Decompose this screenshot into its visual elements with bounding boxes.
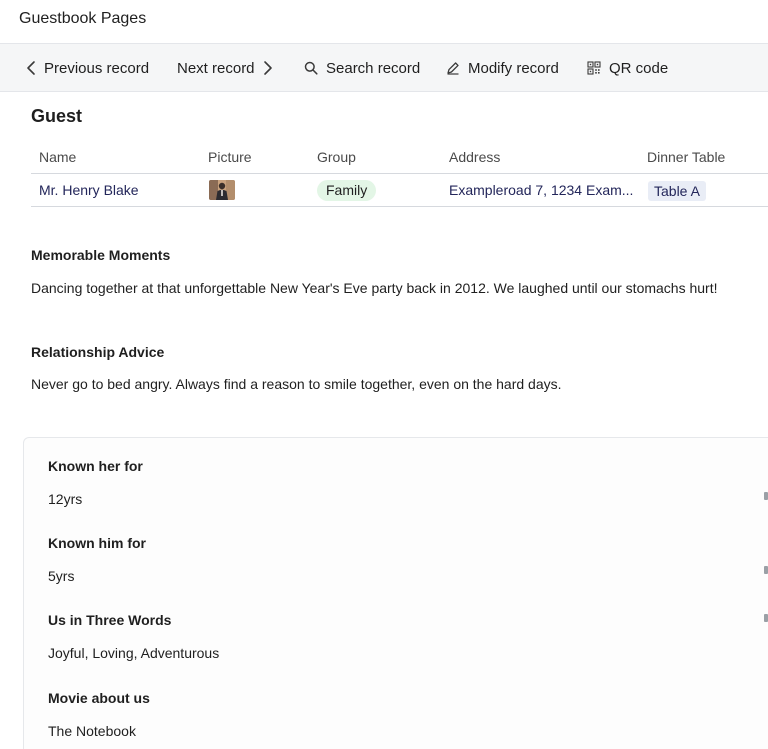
app-title: Guestbook Pages [19, 10, 147, 27]
dinner-table-badge[interactable]: Table A [648, 181, 706, 201]
toolbar [0, 43, 768, 92]
three-words-label: Us in Three Words [48, 612, 172, 628]
qr-code-icon [587, 61, 601, 75]
column-header-group: Group [317, 149, 356, 165]
relationship-advice-value: Never go to bed angry. Always find a reason to smile together, even on the hard days. [31, 376, 562, 392]
chevron-right-icon [263, 60, 273, 76]
chevron-left-icon [26, 60, 36, 76]
search-icon [304, 61, 318, 75]
modify-record-button[interactable] [446, 58, 559, 78]
qr-code-button[interactable] [587, 58, 668, 78]
known-him-for-label: Known him for [48, 535, 146, 551]
column-header-dinner-table: Dinner Table [647, 149, 726, 165]
memorable-moments-label: Memorable Moments [31, 247, 171, 263]
section-title: Guest [31, 106, 83, 126]
table-row[interactable] [31, 174, 768, 207]
pencil-icon [446, 61, 460, 75]
details-card [23, 437, 768, 749]
table-header [31, 141, 768, 174]
relationship-advice-label: Relationship Advice [31, 344, 165, 360]
guest-address[interactable]: Exampleroad 7, 1234 Exam... [449, 182, 634, 198]
next-record-button[interactable] [177, 58, 273, 78]
guest-picture-thumbnail[interactable] [209, 180, 235, 200]
qr-code-label: QR code [609, 59, 669, 77]
known-her-for-label: Known her for [48, 458, 143, 474]
title-bar [0, 0, 768, 43]
movie-label: Movie about us [48, 690, 150, 706]
column-header-picture: Picture [208, 149, 252, 165]
movie-value: The Notebook [48, 723, 136, 739]
clipped-content-fragment [764, 614, 768, 622]
column-header-address: Address [449, 149, 501, 165]
search-record-label: Search record [326, 59, 421, 77]
previous-record-label: Previous record [44, 59, 150, 77]
clipped-content-fragment [764, 492, 768, 500]
search-record-button[interactable] [304, 58, 420, 78]
known-him-for-value: 5yrs [48, 568, 75, 584]
column-header-name: Name [39, 149, 77, 165]
clipped-content-fragment [764, 566, 768, 574]
memorable-moments-value: Dancing together at that unforgettable New Year's Eve party back in 2012. We laughed until our stomachs hurt! [31, 280, 718, 296]
known-her-for-value: 12yrs [48, 491, 83, 507]
three-words-value: Joyful, Loving, Adventurous [48, 645, 220, 661]
modify-record-label: Modify record [468, 59, 559, 77]
next-record-label: Next record [177, 59, 255, 77]
group-badge: Family [317, 180, 376, 201]
guest-name[interactable]: Mr. Henry Blake [39, 182, 139, 198]
previous-record-button[interactable] [26, 58, 149, 78]
